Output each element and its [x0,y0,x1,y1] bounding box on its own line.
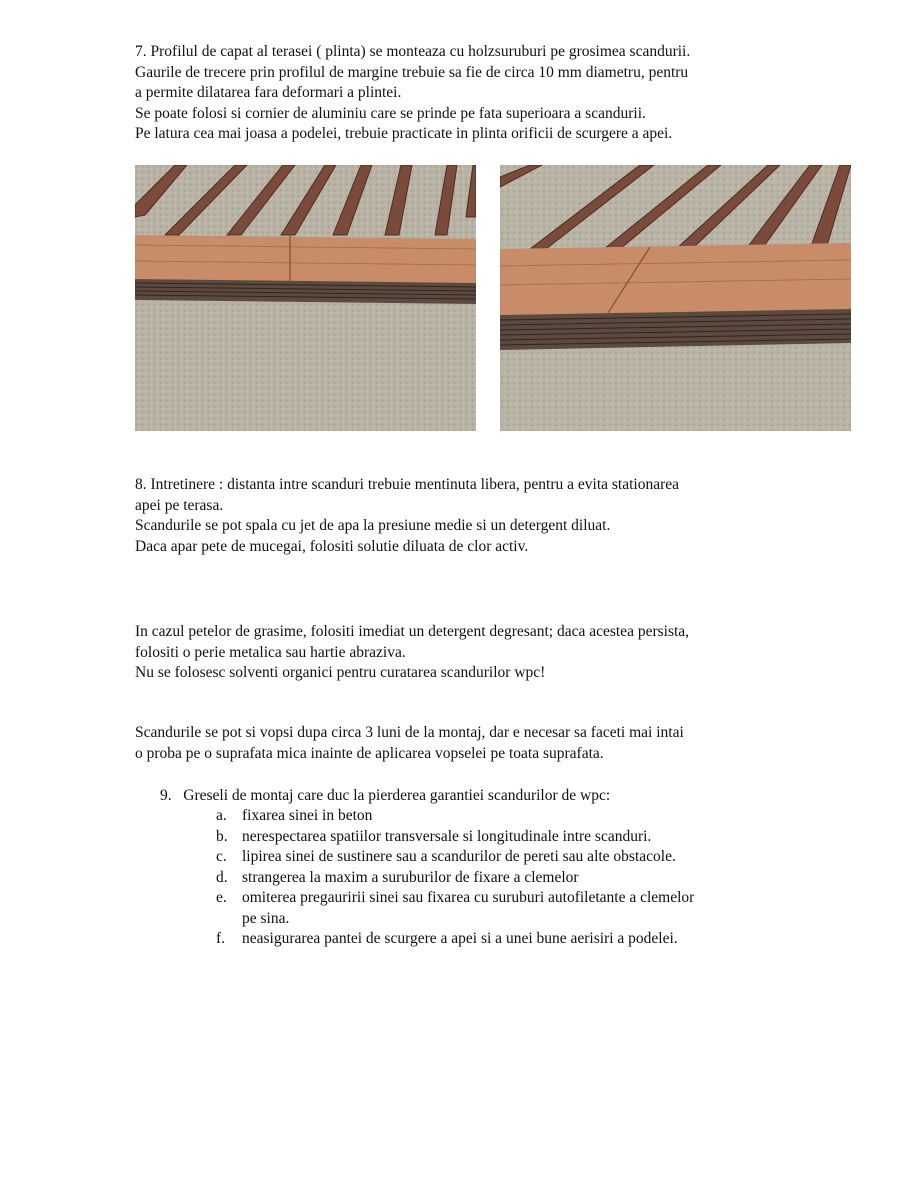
text-line: o proba pe o suprafata mica inainte de aplicarea vopselei pe toata suprafata. [135,744,604,762]
section-9-title: Greseli de montaj care duc la pierderea garantiei scandurilor de wpc: [183,787,611,804]
list-item [216,929,694,950]
list-marker: c. [216,848,227,865]
list-marker: e. [216,889,227,906]
section-8-paragraph [135,475,835,557]
list-item-text: lipirea sinei de sustinere sau a scandurilor de pereti sau alte obstacole. [242,848,676,865]
list-item [216,827,694,848]
text-line: In cazul petelor de grasime, folositi imediat un detergent degresant; daca acestea persista, [135,623,690,640]
list-item-text: neasigurarea pantei de scurgere a apei si a unei bune aerisiri a podelei. [242,930,678,947]
text-line: Pe latura cea mai joasa a podelei, trebuie practicate in plinta orificii de scurgere a apei. [135,125,673,142]
list-marker: b. [216,827,228,845]
decking-photo-right [500,165,851,431]
text-line: Nu se folosesc solventi organici pentru curatarea scandurilor wpc! [135,664,546,681]
section-9-number: 9. [160,787,172,804]
painting-paragraph [135,723,835,764]
grease-stains-paragraph [135,622,835,684]
text-line: Se poate folosi si cornier de aluminiu care se prinde pe fata superioara a scandurii. [135,104,646,122]
list-item [216,806,694,827]
list-item-text: strangerea la maxim a suruburilor de fixare a clemelor [242,868,579,886]
list-item [216,888,694,929]
text-line: apei pe terasa. [135,496,224,514]
list-marker: a. [216,807,227,824]
text-line: Scandurile se pot spala cu jet de apa la presiune medie si un detergent diluat. [135,517,611,534]
decking-photo-left [135,165,476,431]
list-item [216,868,694,889]
installation-errors-list [216,806,694,950]
text-line: a permite dilatarea fara deformari a plintei. [135,84,402,101]
text-line: Daca apar pete de mucegai, folositi solutie diluata de clor activ. [135,537,529,555]
list-item [216,847,694,868]
list-marker: f. [216,930,226,947]
text-line: Scandurile se pot si vopsi dupa circa 3 luni de la montaj, dar e necesar sa faceti mai intai [135,724,684,741]
section-9-heading [160,786,610,807]
list-marker: d. [216,868,228,886]
list-item-text: nerespectarea spatiilor transversale si longitudinale intre scanduri. [242,827,652,845]
text-line: 7. Profilul de capat al terasei ( plinta) se monteaza cu holzsuruburi pe grosimea scandurii. [135,43,691,60]
list-item-text: fixarea sinei in beton [242,807,373,824]
text-line: 8. Intretinere : distanta intre scanduri trebuie mentinuta libera, pentru a evita stationarea [135,476,680,493]
text-line: folositi o perie metalica sau hartie abraziva. [135,643,406,661]
section-7-paragraph [135,42,835,145]
text-line: Gaurile de trecere prin profilul de margine trebuie sa fie de circa 10 mm diametru, pentru [135,63,689,81]
list-item-text: omiterea pregauririi sinei sau fixarea cu suruburi autofiletante a clemelor pe sina. [242,889,695,927]
